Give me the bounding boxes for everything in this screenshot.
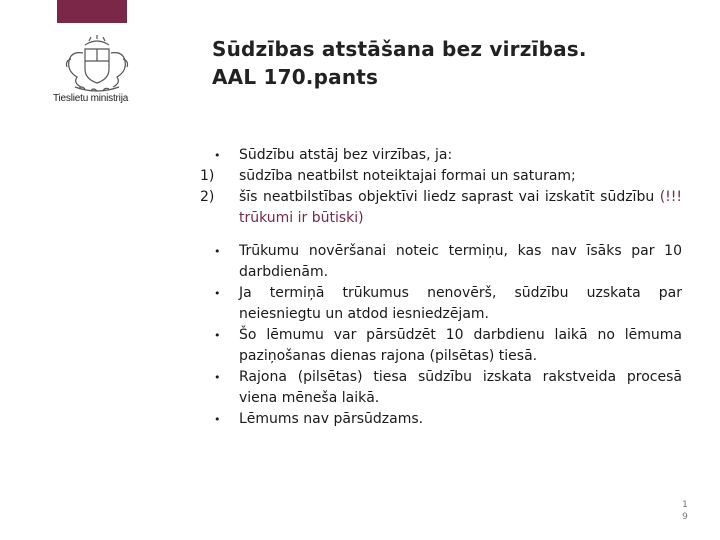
list-item-text: Šo lēmumu var pārsūdzēt 10 darbdienu laikā no lēmuma paziņošanas dienas rajona (pilsētas) tiesā. bbox=[239, 327, 682, 364]
highlight-note: (!!! trūkumi ir būtiski) bbox=[239, 189, 682, 226]
list-item-text bbox=[212, 187, 682, 229]
bullet-icon: • bbox=[214, 413, 221, 426]
list-item bbox=[212, 325, 682, 367]
list-item bbox=[212, 409, 682, 430]
list-item-main-text: šīs neatbilstības objektīvi liedz saprast vai izskatīt sūdzību bbox=[239, 189, 655, 205]
page-number-digit: 9 bbox=[682, 512, 688, 522]
list-number: 2) bbox=[200, 189, 215, 205]
list-item-text: Ja termiņā trūkumus nenovērš, sūdzību uzskata par neiesniegtu un atdod iesniedzējam. bbox=[239, 285, 682, 322]
list-item bbox=[212, 145, 682, 166]
slide-content bbox=[200, 145, 682, 430]
header-accent-bar bbox=[57, 0, 127, 23]
slide-title bbox=[212, 35, 587, 91]
list-item-text: Rajona (pilsētas) tiesa sūdzību izskata rakstveida procesā viena mēneša laikā. bbox=[239, 369, 682, 406]
list-item bbox=[212, 367, 682, 409]
bullet-icon: • bbox=[214, 149, 221, 162]
bullet-icon: • bbox=[214, 371, 221, 384]
slide-title-line1: Sūdzības atstāšana bez virzības. bbox=[212, 37, 587, 61]
list-number: 1) bbox=[200, 168, 215, 184]
page-number bbox=[680, 499, 690, 523]
bullet-icon: • bbox=[214, 245, 221, 258]
list-item bbox=[200, 187, 682, 229]
slide-title-line2: AAL 170.pants bbox=[212, 65, 379, 89]
list-intro-text: Sūdzību atstāj bez virzības, ja: bbox=[239, 147, 453, 163]
page-number-digit: 1 bbox=[682, 500, 688, 510]
list-item bbox=[212, 283, 682, 325]
list-item bbox=[200, 166, 682, 187]
list-item-text: Trūkumu novēršanai noteic termiņu, kas nav īsāks par 10 darbdienām. bbox=[239, 243, 682, 280]
list-item bbox=[212, 241, 682, 283]
list-item-text: sūdzība neatbilst noteiktajai formai un saturam; bbox=[239, 168, 576, 184]
ministry-name: Tieslietu ministrija bbox=[53, 93, 129, 104]
bullet-icon: • bbox=[214, 329, 221, 342]
bullet-icon: • bbox=[214, 287, 221, 300]
list-item-text: Lēmums nav pārsūdzams. bbox=[239, 411, 424, 427]
